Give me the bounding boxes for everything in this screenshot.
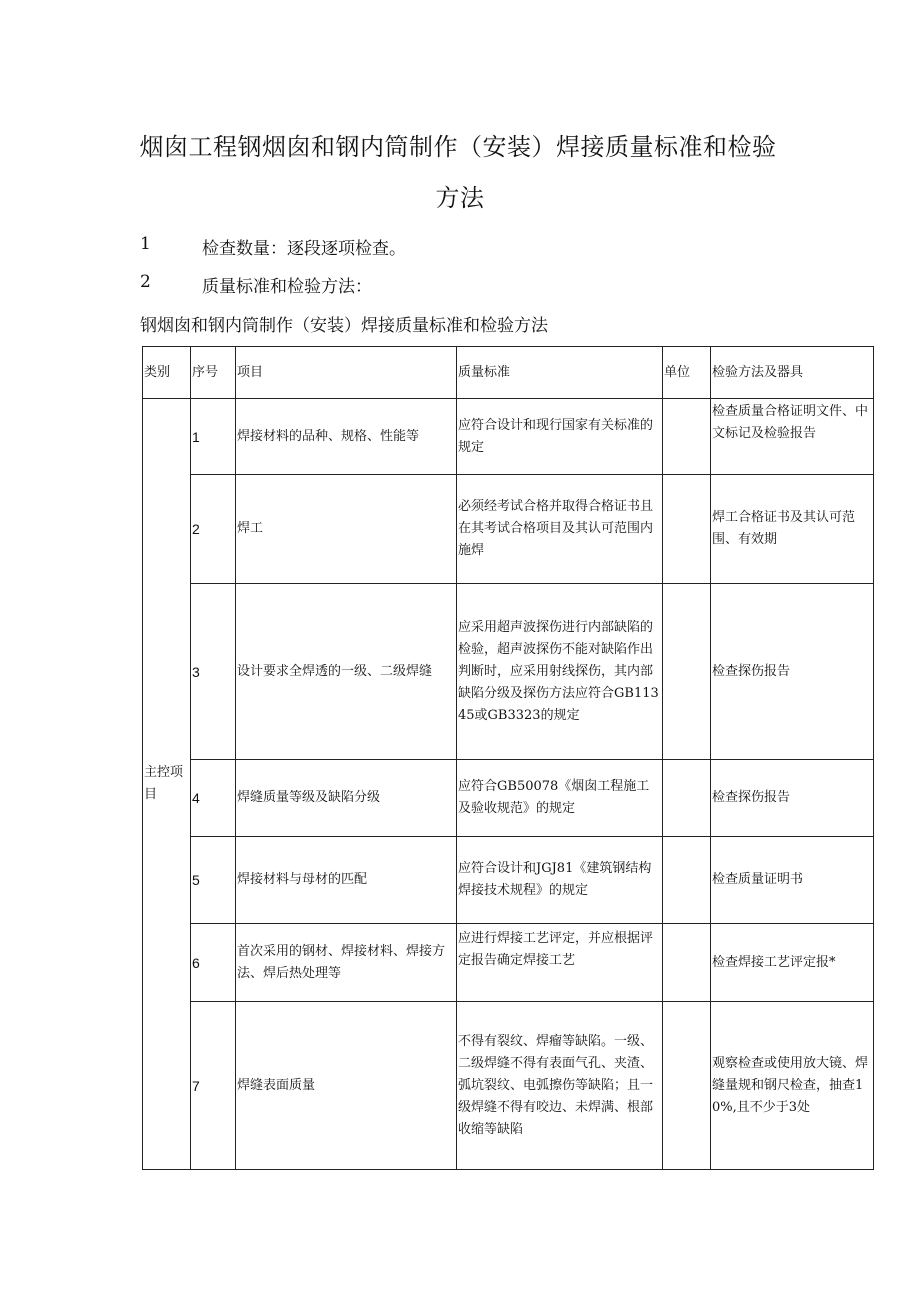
standard-cell: 应符合GB50078《烟囱工程施工及验收规范》的规定 [457,760,663,837]
table-row [143,399,874,475]
method-cell: 观察检查或使用放大镜、焊缝量规和钢尺检查，抽查10%,且不少于3处 [711,1002,874,1170]
unit-cell [663,584,711,760]
item-number-1: 1 [140,234,151,254]
seq-cell: 5 [191,837,236,924]
table-row [143,760,874,837]
seq-cell: 7 [191,1002,236,1170]
item-cell: 焊缝质量等级及缺陷分级 [236,760,457,837]
table-header-row [143,347,874,399]
header-seq: 序号 [191,347,236,399]
unit-cell [663,475,711,584]
item-cell: 焊接材料的品种、规格、性能等 [236,399,457,475]
seq-cell: 6 [191,924,236,1002]
seq-cell: 4 [191,760,236,837]
method-cell: 检查焊接工艺评定报* [711,924,874,1002]
item-text-2: 质量标准和检验方法： [202,277,372,297]
header-method: 检验方法及器具 [711,347,874,399]
header-standard: 质量标准 [457,347,663,399]
table-row [143,1002,874,1170]
method-cell: 检查探伤报告 [711,584,874,760]
item-cell: 焊缝表面质量 [236,1002,457,1170]
unit-cell [663,760,711,837]
unit-cell [663,1002,711,1170]
document-title-line1: 烟囱工程钢烟囱和钢内筒制作（安装）焊接质量标准和检验 [139,133,777,161]
method-cell: 焊工合格证书及其认可范围、有效期 [711,475,874,584]
standard-cell: 应进行焊接工艺评定，并应根据评定报告确定焊接工艺 [457,924,663,1002]
method-cell: 检查探伤报告 [711,760,874,837]
category-cell: 主控项目 [143,399,191,1170]
standard-cell: 应符合设计和JGJ81《建筑钢结构焊接技术规程》的规定 [457,837,663,924]
table-row [143,924,874,1002]
header-item: 项目 [236,347,457,399]
unit-cell [663,837,711,924]
item-text-1: 检查数量：逐段逐项检查。 [202,239,406,259]
unit-cell [663,399,711,475]
standard-cell: 必须经考试合格并取得合格证书且在其考试合格项目及其认可范围内施焊 [457,475,663,584]
unit-cell [663,924,711,1002]
header-category: 类别 [143,347,191,399]
seq-cell: 3 [191,584,236,760]
table-caption: 钢烟囱和钢内筒制作（安装）焊接质量标准和检验方法 [140,316,548,336]
item-cell: 焊接材料与母材的匹配 [236,837,457,924]
method-cell: 检查质量合格证明文件、中文标记及检验报告 [711,399,874,475]
table-row [143,584,874,760]
document-title-line2: 方法 [435,184,485,212]
seq-cell: 1 [191,399,236,475]
item-cell: 设计要求全焊透的一级、二级焊缝 [236,584,457,760]
quality-standard-table [142,346,874,1170]
item-cell: 首次采用的钢材、焊接材料、焊接方法、焊后热处理等 [236,924,457,1002]
item-cell: 焊工 [236,475,457,584]
method-cell: 检查质量证明书 [711,837,874,924]
seq-cell: 2 [191,475,236,584]
header-unit: 单位 [663,347,711,399]
item-number-2: 2 [140,272,151,292]
standard-cell: 应符合设计和现行国家有关标准的规定 [457,399,663,475]
standard-cell: 应采用超声波探伤进行内部缺陷的检验，超声波探伤不能对缺陷作出判断时，应采用射线探伤，其内部缺陷分级及探伤方法应符合GB11345或GB3323的规定 [457,584,663,760]
table-row [143,837,874,924]
standard-cell: 不得有裂纹、焊瘤等缺陷。一级、二级焊缝不得有表面气孔、夹渣、弧坑裂纹、电弧擦伤等缺陷；且一级焊缝不得有咬边、未焊满、根部收缩等缺陷 [457,1002,663,1170]
table-row [143,475,874,584]
